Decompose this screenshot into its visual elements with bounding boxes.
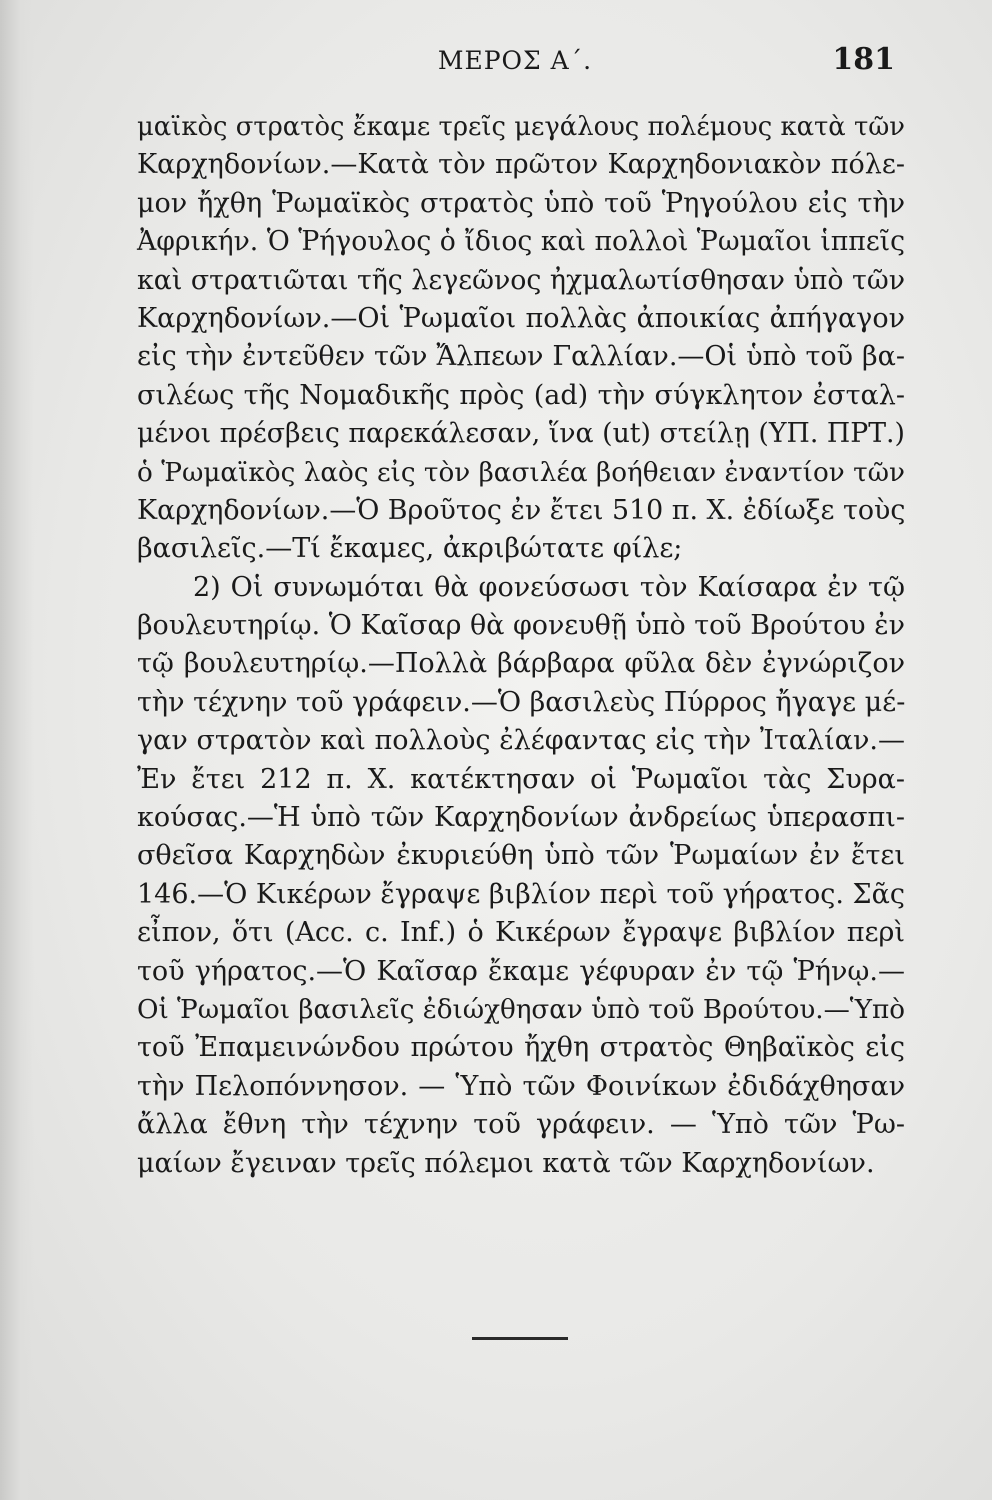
text-line: τοῦ γήρατος.—Ὁ Καῖσαρ ἔκαμε γέφυραν ἐν τῷ Ῥήνῳ.— [137, 955, 905, 987]
text-line: κούσας.—Ἡ ὑπὸ τῶν Καρχηδονίων ἀνδρείως ὑπερασπι- [137, 802, 905, 834]
text-line: ἄλλα ἔθνη τὴν τέχνην τοῦ γράφειν. — Ὑπὸ τῶν Ῥω- [137, 1109, 905, 1141]
text-line: βασιλεῖς.—Τί ἔκαμες, ἀκριβώτατε φίλε; [137, 533, 683, 565]
text-line: Καρχηδονίων.—Οἱ Ῥωμαῖοι πολλὰς ἀποικίας ἀπήγαγον [137, 302, 905, 334]
text-line: τὴν Πελοπόννησον. — Ὑπὸ τῶν Φοινίκων ἐδιδάχθησαν [137, 1070, 905, 1102]
text-line: Ἀφρικήν. Ὁ Ῥήγουλος ὁ ἴδιος καὶ πολλοὶ Ῥωμαῖοι ἱππεῖς [137, 226, 905, 258]
running-head [135, 42, 895, 82]
text-line: βουλευτηρίῳ. Ὁ Καῖσαρ θὰ φονευθῇ ὑπὸ τοῦ Βρούτου ἐν [137, 610, 905, 642]
text-line: Ἐν ἔτει 212 π. Χ. κατέκτησαν οἱ Ῥωμαῖοι τὰς Συρα- [137, 763, 905, 795]
text-line: ὁ Ῥωμαϊκὸς λαὸς εἰς τὸν βασιλέα βοήθειαν ἐναντίον τῶν [137, 457, 905, 488]
text-line: εἰς τὴν ἐντεῦθεν τῶν Ἄλπεων Γαλλίαν.—Οἱ ὑπὸ τοῦ βα- [137, 341, 905, 373]
text-line: σθεῖσα Καρχηδὼν ἐκυριεύθη ὑπὸ τῶν Ῥωμαίων ἐν ἔτει [137, 840, 905, 872]
text-line: τῷ βουλευτηρίῳ.—Πολλὰ βάρβαρα φῦλα δὲν ἐγνώριζον [137, 648, 905, 680]
binding-shadow [0, 0, 34, 1500]
text-line: τὴν τέχνην τοῦ γράφειν.—Ὁ βασιλεὺς Πύρρος ἤγαγε μέ- [137, 686, 906, 718]
text-line: Καρχηδονίων.—Ὁ Βροῦτος ἐν ἔτει 510 π. Χ. ἐδίωξε τοὺς [137, 494, 906, 526]
page-number: 181 [832, 42, 895, 77]
body-text [137, 108, 905, 1183]
text-line: μαϊκὸς στρατὸς ἔκαμε τρεῖς μεγάλους πολέμους κατὰ τῶν [137, 112, 905, 142]
text-line: μον ἤχθη Ῥωμαϊκὸς στρατὸς ὑπὸ τοῦ Ῥηγούλου εἰς τὴν [137, 187, 905, 219]
text-line: 2) Οἱ συνωμόται θὰ φονεύσωσι τὸν Καίσαρα ἐν τῷ [193, 571, 905, 603]
text-line: 146.—Ὁ Κικέρων ἔγραψε βιβλίον περὶ τοῦ γήρατος. Σᾶς [137, 878, 905, 910]
text-line: καὶ στρατιῶται τῆς λεγεῶνος ἠχμαλωτίσθησαν ὑπὸ τῶν [137, 264, 905, 296]
text-line: τοῦ Ἐπαμεινώνδου πρώτου ἤχθη στρατὸς Θηβαϊκὸς εἰς [137, 1032, 905, 1064]
text-line: σιλέως τῆς Νομαδικῆς πρὸς (ad) τὴν σύγκλητον ἐσταλ- [137, 379, 905, 411]
text-line: Οἱ Ῥωμαῖοι βασιλεῖς ἐδιώχθησαν ὑπὸ τοῦ Βρούτου.—Ὑπὸ [137, 994, 905, 1025]
text-line: εἶπον, ὅτι (Acc. c. Inf.) ὁ Κικέρων ἔγραψε βιβλίον περὶ [137, 917, 905, 949]
text-line: μένοι πρέσβεις παρεκάλεσαν, ἵνα (ut) στείλῃ (ΥΠ. ΠΡΤ.) [137, 418, 905, 450]
text-line: Καρχηδονίων.—Κατὰ τὸν πρῶτον Καρχηδονιακὸν πόλε- [137, 149, 905, 181]
section-title: ΜΕΡΟΣ Α΄. [437, 46, 593, 75]
end-rule [472, 1337, 568, 1340]
text-line: γαν στρατὸν καὶ πολλοὺς ἐλέφαντας εἰς τὴν Ἰταλίαν.— [137, 725, 905, 757]
text-line: μαίων ἔγειναν τρεῖς πόλεμοι κατὰ τῶν Καρχηδονίων. [137, 1147, 875, 1179]
